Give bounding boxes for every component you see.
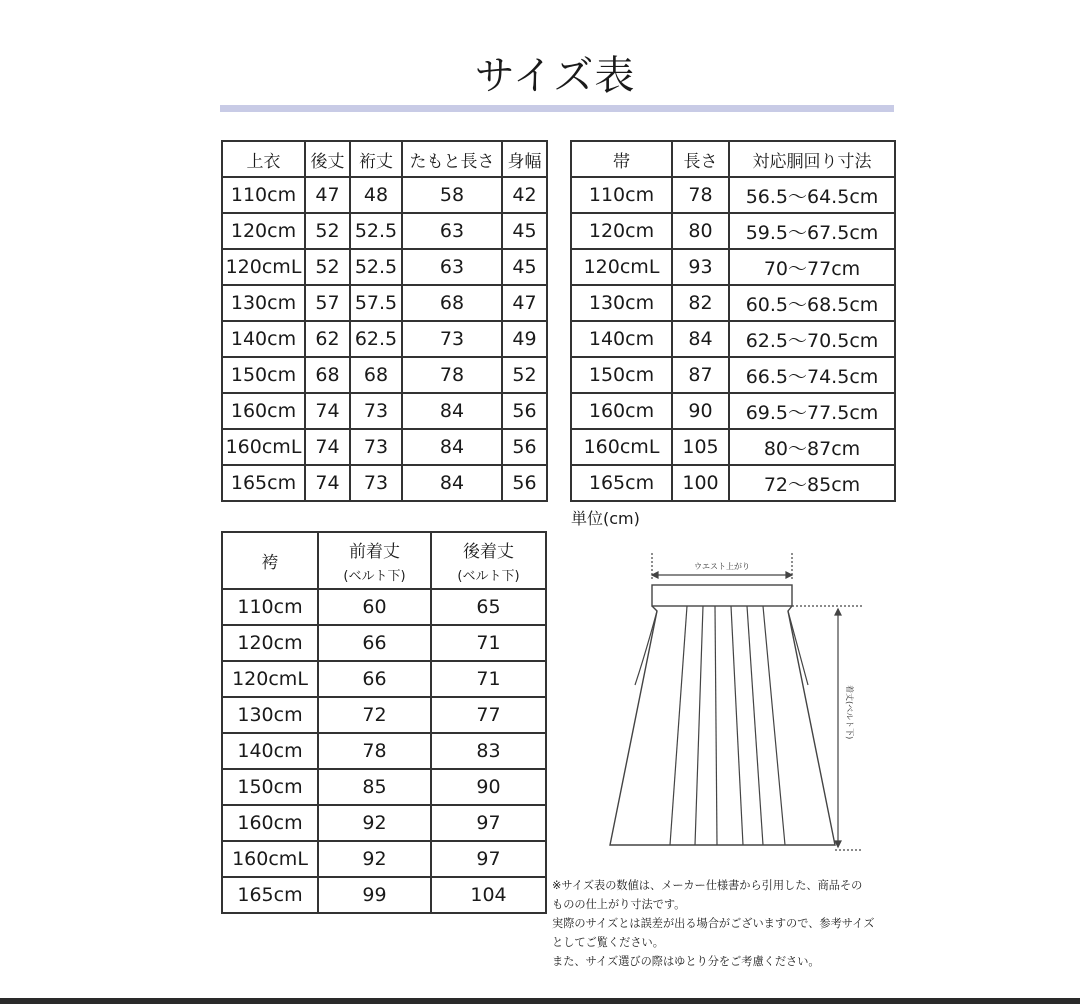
table-row <box>222 661 546 697</box>
value-cell: 73 <box>350 465 402 501</box>
value-cell: 100 <box>672 465 729 501</box>
header-sub-label: (ベルト下) <box>343 569 406 584</box>
value-cell: 58 <box>402 177 502 213</box>
table-row <box>222 213 547 249</box>
arrow-up-icon <box>835 609 841 615</box>
waistband-shape <box>652 585 792 606</box>
size-cell: 140cm <box>222 733 318 769</box>
table-row <box>222 769 546 805</box>
value-cell: 45 <box>502 249 547 285</box>
value-cell: 56 <box>502 465 547 501</box>
value-cell: 105 <box>672 429 729 465</box>
pleat-line <box>747 606 763 845</box>
value-cell: 85 <box>318 769 431 805</box>
tops-size-table <box>221 140 548 502</box>
size-cell: 130cm <box>222 285 305 321</box>
value-cell: 52 <box>305 249 350 285</box>
size-cell: 160cm <box>571 393 672 429</box>
value-cell: 69.5～77.5cm <box>729 393 895 429</box>
value-cell: 78 <box>318 733 431 769</box>
header-cell: 対応胴回り寸法 <box>729 141 895 177</box>
header-cell: 長さ <box>672 141 729 177</box>
value-cell: 82 <box>672 285 729 321</box>
pleat-line <box>715 606 717 845</box>
hakama-diagram <box>595 545 875 865</box>
value-cell: 90 <box>672 393 729 429</box>
value-cell: 93 <box>672 249 729 285</box>
value-cell: 78 <box>672 177 729 213</box>
value-cell: 56 <box>502 429 547 465</box>
note-line: また、サイズ選びの際はゆとり分をご考慮ください。 <box>552 955 820 968</box>
value-cell: 49 <box>502 321 547 357</box>
value-cell: 73 <box>350 393 402 429</box>
pleat-line <box>763 606 785 845</box>
value-cell: 62 <box>305 321 350 357</box>
value-cell: 73 <box>350 429 402 465</box>
value-cell: 47 <box>305 177 350 213</box>
size-notes <box>552 876 932 971</box>
side-slit-left <box>635 611 657 685</box>
value-cell: 52 <box>305 213 350 249</box>
table-row <box>222 733 546 769</box>
size-cell: 165cm <box>222 877 318 913</box>
bottom-border <box>0 998 1080 1004</box>
title-underline <box>220 105 894 112</box>
header-cell <box>318 532 431 589</box>
obi-size-table <box>570 140 896 502</box>
value-cell: 68 <box>402 285 502 321</box>
table-row <box>222 589 546 625</box>
value-cell: 62.5～70.5cm <box>729 321 895 357</box>
value-cell: 48 <box>350 177 402 213</box>
value-cell: 52.5 <box>350 213 402 249</box>
value-cell: 68 <box>350 357 402 393</box>
value-cell: 92 <box>318 805 431 841</box>
table-row <box>222 249 547 285</box>
value-cell: 59.5～67.5cm <box>729 213 895 249</box>
value-cell: 99 <box>318 877 431 913</box>
size-cell: 160cmL <box>571 429 672 465</box>
table-row <box>222 321 547 357</box>
header-cell: 帯 <box>571 141 672 177</box>
size-cell: 150cm <box>222 357 305 393</box>
value-cell: 97 <box>431 841 546 877</box>
value-cell: 77 <box>431 697 546 733</box>
size-cell: 160cmL <box>222 429 305 465</box>
value-cell: 45 <box>502 213 547 249</box>
value-cell: 56 <box>502 393 547 429</box>
header-main-label: 袴 <box>261 553 279 573</box>
header-cell <box>222 532 318 589</box>
header-cell <box>431 532 546 589</box>
header-main-label: 後着丈 <box>463 542 514 562</box>
side-slit-right <box>788 611 808 685</box>
size-cell: 120cm <box>222 625 318 661</box>
value-cell: 47 <box>502 285 547 321</box>
header-sub-label: (ベルト下) <box>457 569 520 584</box>
value-cell: 92 <box>318 841 431 877</box>
value-cell: 66 <box>318 625 431 661</box>
waist-label: ウエスト上がり <box>694 562 750 571</box>
pleat-line <box>731 606 743 845</box>
table-row <box>222 285 547 321</box>
header-cell: 裄丈 <box>350 141 402 177</box>
size-cell: 120cmL <box>222 661 318 697</box>
value-cell: 52 <box>502 357 547 393</box>
value-cell: 73 <box>402 321 502 357</box>
header-cell: 身幅 <box>502 141 547 177</box>
table-header-row <box>222 532 546 589</box>
table-row <box>571 285 895 321</box>
value-cell: 72 <box>318 697 431 733</box>
size-cell: 120cm <box>222 213 305 249</box>
value-cell: 65 <box>431 589 546 625</box>
value-cell: 80 <box>672 213 729 249</box>
table-row <box>571 429 895 465</box>
unit-label: 単位(cm) <box>571 509 640 528</box>
value-cell: 74 <box>305 465 350 501</box>
value-cell: 62.5 <box>350 321 402 357</box>
value-cell: 97 <box>431 805 546 841</box>
table-row <box>222 357 547 393</box>
size-cell: 110cm <box>571 177 672 213</box>
value-cell: 56.5～64.5cm <box>729 177 895 213</box>
value-cell: 57.5 <box>350 285 402 321</box>
note-line: としてご覧ください。 <box>552 936 664 949</box>
table-row <box>222 177 547 213</box>
size-cell: 120cmL <box>222 249 305 285</box>
size-cell: 165cm <box>222 465 305 501</box>
table-row <box>571 177 895 213</box>
table-row <box>571 249 895 285</box>
table-row <box>571 465 895 501</box>
size-cell: 150cm <box>222 769 318 805</box>
table-row <box>571 321 895 357</box>
size-cell: 165cm <box>571 465 672 501</box>
arrow-down-icon <box>835 841 841 847</box>
value-cell: 66.5～74.5cm <box>729 357 895 393</box>
table-header-row <box>222 141 547 177</box>
value-cell: 80～87cm <box>729 429 895 465</box>
size-cell: 160cm <box>222 805 318 841</box>
size-cell: 140cm <box>571 321 672 357</box>
value-cell: 68 <box>305 357 350 393</box>
table-row <box>222 429 547 465</box>
value-cell: 63 <box>402 249 502 285</box>
size-cell: 130cm <box>222 697 318 733</box>
table-row <box>222 805 546 841</box>
note-line: 実際のサイズとは誤差が出る場合がございますので、参考サイズ <box>552 917 875 930</box>
arrow-right-icon <box>786 572 792 578</box>
value-cell: 84 <box>402 429 502 465</box>
value-cell: 84 <box>672 321 729 357</box>
header-cell: 後丈 <box>305 141 350 177</box>
value-cell: 60 <box>318 589 431 625</box>
hakama-size-table <box>221 531 547 914</box>
table-header-row <box>571 141 895 177</box>
table-row <box>571 213 895 249</box>
value-cell: 63 <box>402 213 502 249</box>
value-cell: 60.5～68.5cm <box>729 285 895 321</box>
size-cell: 110cm <box>222 589 318 625</box>
value-cell: 66 <box>318 661 431 697</box>
pleat-line <box>695 606 703 845</box>
size-cell: 150cm <box>571 357 672 393</box>
value-cell: 74 <box>305 429 350 465</box>
value-cell: 71 <box>431 661 546 697</box>
value-cell: 72～85cm <box>729 465 895 501</box>
table-row <box>222 393 547 429</box>
size-cell: 130cm <box>571 285 672 321</box>
table-row <box>571 393 895 429</box>
value-cell: 87 <box>672 357 729 393</box>
length-label: 着丈(ベルト下) <box>845 685 854 740</box>
header-cell: たもと長さ <box>402 141 502 177</box>
value-cell: 78 <box>402 357 502 393</box>
table-row <box>222 697 546 733</box>
note-line: ※サイズ表の数値は、メーカー仕様書から引用した、商品その <box>552 879 863 892</box>
table-row <box>222 841 546 877</box>
value-cell: 52.5 <box>350 249 402 285</box>
table-row <box>222 625 546 661</box>
size-cell: 110cm <box>222 177 305 213</box>
hakama-outline <box>610 606 835 845</box>
value-cell: 74 <box>305 393 350 429</box>
table-row <box>222 877 546 913</box>
value-cell: 71 <box>431 625 546 661</box>
page-title: サイズ表 <box>474 53 636 99</box>
size-cell: 120cmL <box>571 249 672 285</box>
value-cell: 83 <box>431 733 546 769</box>
size-cell: 140cm <box>222 321 305 357</box>
pleat-line <box>670 606 687 845</box>
size-cell: 160cm <box>222 393 305 429</box>
size-cell: 160cmL <box>222 841 318 877</box>
header-main-label: 前着丈 <box>349 542 400 562</box>
table-row <box>571 357 895 393</box>
value-cell: 84 <box>402 393 502 429</box>
note-line: ものの仕上がり寸法です。 <box>552 898 686 911</box>
value-cell: 104 <box>431 877 546 913</box>
size-cell: 120cm <box>571 213 672 249</box>
value-cell: 42 <box>502 177 547 213</box>
value-cell: 90 <box>431 769 546 805</box>
header-cell: 上衣 <box>222 141 305 177</box>
value-cell: 57 <box>305 285 350 321</box>
table-row <box>222 465 547 501</box>
arrow-left-icon <box>652 572 658 578</box>
value-cell: 84 <box>402 465 502 501</box>
value-cell: 70～77cm <box>729 249 895 285</box>
